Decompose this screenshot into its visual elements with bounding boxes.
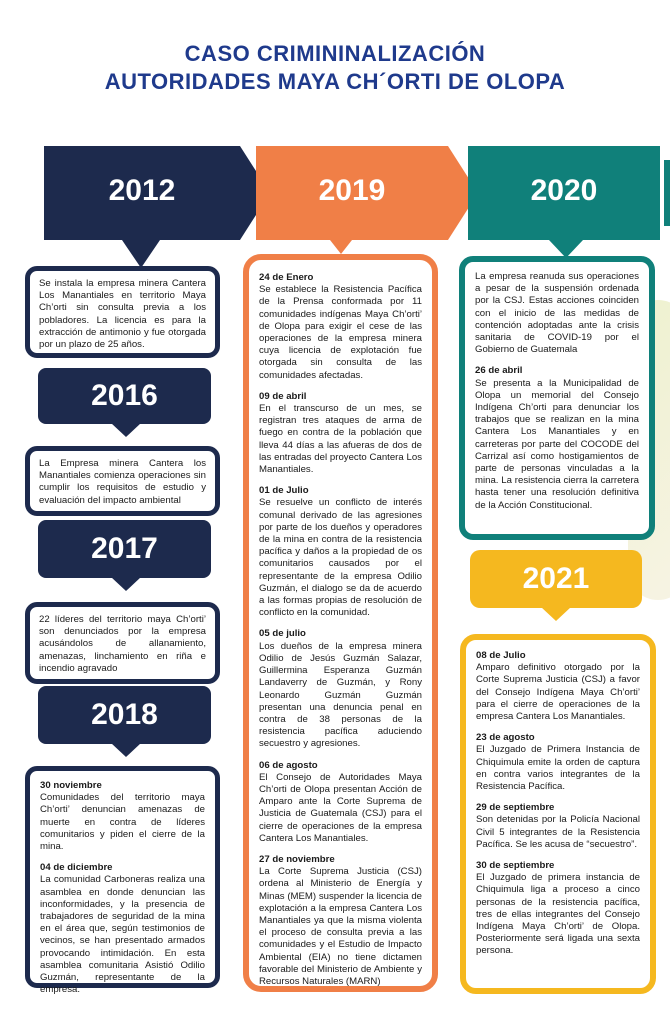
pointer-2017 (111, 577, 141, 593)
year-2016-banner (38, 368, 211, 424)
card-2012 (25, 266, 220, 358)
year-2016-label: 2016 (91, 379, 158, 412)
card-2019 (243, 254, 438, 992)
card-2019-text-1: Se establece la Resistencia Pacífica de la Prensa conformada por 11 comunidades indígenas Maya Ch’orti’ de Olopa para exigir el cese de las operaciones de la empresa minera cuya licencia de explotación fue otorgada sin consulta de las comunidades afectadas. (259, 284, 422, 381)
pointer-2018 (111, 743, 141, 759)
card-2019-date-4: 05 de julio (259, 628, 306, 640)
card-2018-date-1: 30 noviembre (40, 780, 102, 791)
page-title (0, 40, 670, 96)
card-2019-date-5: 06 de agosto (259, 759, 318, 771)
card-2017 (25, 602, 220, 684)
card-2012-text: Se instala la empresa minera Cantera Los Manantiales en territorio Maya Ch’orti sin consulta previa a los pobladores. La licencia es para la extracción de antimonio y fue otorgada por un plazo de 25 años. (39, 278, 206, 351)
card-2019-date-6: 27 de noviembre (259, 853, 335, 865)
year-2018-banner (38, 686, 211, 744)
year-2018-label: 2018 (91, 698, 158, 731)
card-2019-text-5: El Consejo de Autoridades Maya Ch’orti de Olopa presentan Acción de Amparo ante la Corte Suprema de Justicia de Guatemala (CSJ) para el cierre de operaciones de la empresa Cantera Los Manantiales. (259, 771, 422, 844)
arrow-2020-tip (664, 160, 670, 226)
card-2019-date-2: 09 de abril (259, 390, 307, 402)
card-2019-text-4: Los dueños de la empresa minera Odilio de Jesús Guzmán Salazar, Guillermina Esperanza Guzmán Landaverry de Guzmán, y Rony Leonardo Guzmán Guzmán presentan una denuncia penal en contra de 38 personas de la resistencia pacífica aduciendo secuestro y agresiones. (259, 640, 422, 750)
card-2018-date-2: 04 de diciembre (40, 862, 113, 874)
card-2020-text-1: Se presenta a la Municipalidad de Olopa un memorial del Consejo Indígena Ch’orti para denunciar los trabajos que se realizan en la mina Cantera Los Manantiales y en carreteras por parte del COCODE del Carrizal así como hostigamientos de parte de personas vinculadas a la mina. La resistencia cierra la carretera hasta tener una resolución definitiva de la Acción Constitucional. (475, 377, 639, 511)
card-2020 (459, 256, 655, 540)
card-2019-text-2: En el transcurso de un mes, se registran tres ataques de arma de fuego en contra de la población que lleva 44 días a las afueras de dos de las entradas del proyecto Cantera Los Manantiales. (259, 403, 422, 476)
title-line-2: AUTORIDADES MAYA CH´ORTI DE OLOPA (104, 69, 566, 94)
card-2021 (460, 634, 656, 994)
card-2019-date-3: 01 de Julio (259, 485, 309, 497)
year-2017-label: 2017 (91, 532, 158, 565)
card-2021-text-4: El Juzgado de primera instancia de Chiquimula liga a proceso a cinco personas de la resistencia pacífica, tres de ellas integrantes del Consejo Indígena Maya Ch’orti’ de Olopa. Posteriormente será ligada una sexta persona. (476, 872, 640, 957)
card-2018 (25, 766, 220, 996)
card-2017-text: 22 líderes del territorio maya Ch’orti’ son denunciados por la empresa acusándolos de allanamiento, amenazas, linchamiento en riña e incendio agravado (39, 614, 206, 674)
card-2021-date-1: 08 de Julio (476, 650, 526, 661)
year-2012-label: 2012 (108, 174, 176, 207)
card-2016-text: La Empresa minera Cantera los Manantiales comienza operaciones sin cumplir los requisitos de estudio y evaluación del impacto ambiental (39, 458, 206, 506)
year-2021-banner (470, 550, 642, 608)
card-2018-text-2: La comunidad Carboneras realiza una asamblea en donde denuncian las inconformidades, y la presencia de trabajadores de seguridad de la mina en el área que, según testimonios de vecinos, se han presentado armados provocando intimidación. En esta asamblea comunitaria Asistió Odilio Guzmán, representante de la empresa. (40, 874, 205, 996)
year-2019-label: 2019 (318, 174, 386, 207)
card-2019-date-1: 24 de Enero (259, 272, 314, 283)
card-2021-date-2: 23 de agosto (476, 732, 535, 744)
year-2021-label: 2021 (522, 562, 590, 595)
year-2020-label: 2020 (530, 174, 598, 207)
card-2021-date-4: 30 de septiembre (476, 860, 555, 872)
card-2020-date-1: 26 de abril (475, 365, 523, 377)
title-line-1: CASO CRIMININALIZACIÓN (184, 41, 486, 66)
card-2018-text-1: Comunidades del territorio maya Ch’orti’ denuncian amenazas de muerte en contra de líderes comunitarios y piden el cierre de la mina. (40, 792, 205, 853)
card-2021-date-3: 29 de septiembre (476, 802, 555, 814)
card-2016 (25, 446, 220, 516)
card-2019-text-3: Se resuelve un conflicto de interés comunal derivado de las agresiones por parte de los dueños y operadores de la mina en contra de la resistencia pacífica y daños a la propiedad de os comunitarios causados por el representante de la empresa Odilio Guzmán, el dialogo se da de acuerdo a las formas propias de resolución de conflicto en la comunidad. (259, 497, 422, 619)
card-2021-text-1: Amparo definitivo otorgado por la Corte Suprema Justicia (CSJ) a favor del Consejo Indígena Maya Ch’orti’ para el cierre de operaciones de la empresa Cantera Los Manantiales. (476, 662, 640, 723)
year-2017-banner (38, 520, 211, 578)
card-2021-text-3: Son detenidas por la Policía Nacional Civil 5 integrantes de la Resistencia Pacífica. Se les acusa de “secuestro”. (476, 814, 640, 850)
card-2019-text-6: La Corte Suprema Justicia (CSJ) ordena al Ministerio de Energía y Minas (MEM) suspender la licencia de explotación a la empresa Cantera Los Manantiales ya que la misma violenta el proceso de consulta previa a las comunidades y el Estudio de Impacto Ambiental (EIA) no tiene dictamen favorable del Ministerio de Ambiente y Recursos Naturales (MARN) (259, 866, 422, 987)
card-2021-text-2: El Juzgado de Primera Instancia de Chiquimula emite la orden de captura en contra varios integrantes de la Resistencia Pacífica. (476, 744, 640, 793)
card-2020-text-0: La empresa reanuda sus operaciones a pesar de la suspensión ordenada por la CSJ. Estas acciones coinciden con el inicio de las medidas de contención adoptadas ante la crisis sanitaria de COVID-19 por el Gobierno de Guatemala (475, 271, 639, 356)
pointer-2021 (541, 607, 571, 623)
pointer-2019 (330, 240, 352, 254)
pointer-2016 (111, 423, 141, 439)
